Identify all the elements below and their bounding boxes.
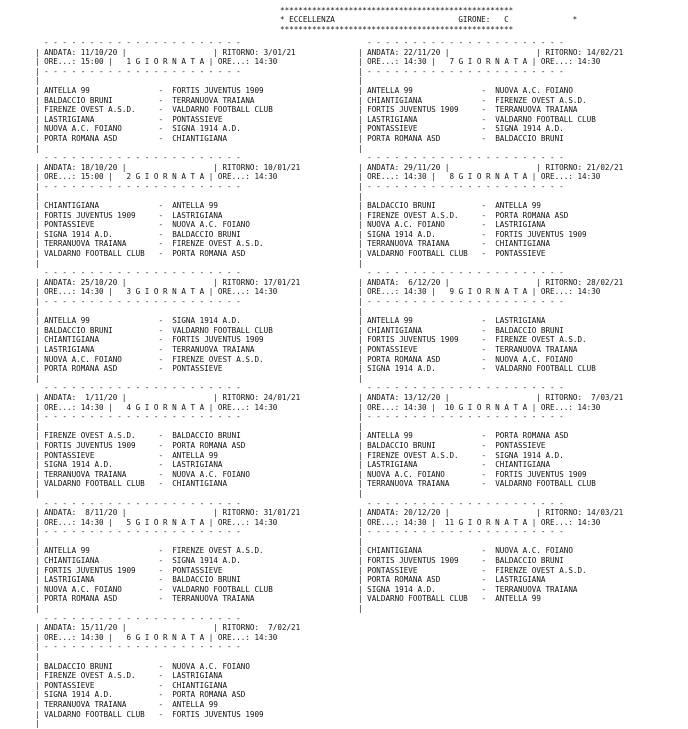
away-team: PORTA ROMANA ASD bbox=[172, 690, 246, 700]
rounds-column-right bbox=[358, 38, 623, 614]
match-row: FIRENZE OVEST A.S.D. - SIGNA 1914 A.D. bbox=[367, 450, 564, 460]
away-team: FORTIS JUVENTUS 1909 bbox=[172, 85, 264, 95]
away-team: PORTA ROMANA ASD bbox=[172, 249, 246, 259]
match-row: NUOVA A.C. FOIANO - VALDARNO FOOTBALL CLUB bbox=[44, 584, 273, 594]
round-2: - - - - - - - - - - - - - - - - - - - - - - | ANDATA: 18/10/20 | | RITORNO: 10/01/21 | ORE...: 15:00 | 2 G I O R N A T A | ORE...: 14:30 | - - - - - - - - - - - - - - - - - - - - - - | | CHIANTIGIANA - ANTELLA 99 | FORTIS JUVENTUS 1909 - LASTRIGIANA | PONTASSIEVE - NUOVA A.C. FOIANO | SIGNA 1914 A.D. - BALDACCIO BRUNI | TERRANUOVA TRAIANA - FIRENZE OVEST A.S.D. | VALDARNO FOOTBALL CLUB - PORTA ROMANA ASD | bbox=[35, 153, 301, 268]
home-team: CHIANTIGIANA bbox=[44, 201, 154, 211]
home-team: PORTA ROMANA ASD bbox=[367, 575, 477, 585]
home-team: VALDARNO FOOTBALL CLUB bbox=[44, 249, 154, 259]
match-row: ANTELLA 99 - LASTRIGIANA bbox=[367, 316, 546, 326]
match-row: NUOVA A.C. FOIANO - LASTRIGIANA bbox=[367, 220, 546, 230]
ritorno-date: RITORNO: 17/01/21 bbox=[222, 277, 301, 287]
away-team: PORTA ROMANA ASD bbox=[495, 210, 569, 220]
andata-date: ANDATA: 29/11/20 bbox=[367, 162, 441, 172]
match-row: VALDARNO FOOTBALL CLUB - FORTIS JUVENTUS 1909 bbox=[44, 709, 264, 719]
away-team: LASTRIGIANA bbox=[495, 575, 546, 585]
home-team: FORTIS JUVENTUS 1909 bbox=[44, 210, 154, 220]
away-team: PONTASSIEVE bbox=[172, 364, 223, 374]
match-row: FORTIS JUVENTUS 1909 - PONTASSIEVE bbox=[44, 565, 223, 575]
ritorno-time: ORE...: 14:30 bbox=[540, 172, 601, 182]
home-team: SIGNA 1914 A.D. bbox=[44, 690, 154, 700]
away-team: FIRENZE OVEST A.S.D. bbox=[172, 546, 264, 556]
away-team: CHIANTIGIANA bbox=[172, 479, 228, 489]
andata-date: ANDATA: 22/11/20 bbox=[367, 47, 441, 57]
andata-time: ORE...: 14:30 bbox=[367, 172, 427, 182]
away-team: NUOVA A.C. FOIANO bbox=[495, 546, 573, 556]
home-team: BALDACCIO BRUNI bbox=[367, 440, 477, 450]
match-row: ANTELLA 99 - FIRENZE OVEST A.S.D. bbox=[44, 546, 264, 556]
away-team: BALDACCIO BRUNI bbox=[172, 229, 241, 239]
away-team: LASTRIGIANA bbox=[495, 316, 546, 326]
giornata-label: G I O R N A T A bbox=[135, 287, 205, 297]
away-team: CHIANTIGIANA bbox=[495, 239, 551, 249]
away-team: FIRENZE OVEST A.S.D. bbox=[172, 354, 264, 364]
andata-date: ANDATA: 20/12/20 bbox=[367, 508, 441, 518]
home-team: SIGNA 1914 A.D. bbox=[44, 460, 154, 470]
giornata-label: G I O R N A T A bbox=[135, 57, 205, 67]
match-row: PORTA ROMANA ASD - CHIANTIGIANA bbox=[44, 133, 228, 143]
home-team: BALDACCIO BRUNI bbox=[44, 325, 154, 335]
away-team: FORTIS JUVENTUS 1909 bbox=[172, 335, 264, 345]
home-team: FIRENZE OVEST A.S.D. bbox=[44, 671, 154, 681]
away-team: SIGNA 1914 A.D. bbox=[495, 450, 564, 460]
home-team: PONTASSIEVE bbox=[44, 450, 154, 460]
home-team: PONTASSIEVE bbox=[367, 345, 477, 354]
ritorno-time: ORE...: 14:30 bbox=[540, 517, 601, 527]
away-team: LASTRIGIANA bbox=[495, 220, 546, 230]
match-row: TERRANUOVA TRAIANA - NUOVA A.C. FOIANO bbox=[44, 469, 250, 479]
away-team: LASTRIGIANA bbox=[172, 210, 223, 220]
andata-date: ANDATA: 1/11/20 bbox=[44, 392, 118, 402]
match-row: SIGNA 1914 A.D. - BALDACCIO BRUNI bbox=[44, 229, 241, 239]
away-team: SIGNA 1914 A.D. bbox=[172, 124, 241, 134]
giornata-label: G I O R N A T A bbox=[458, 57, 528, 67]
andata-date: ANDATA: 15/11/20 bbox=[44, 623, 118, 633]
match-row: SIGNA 1914 A.D. - LASTRIGIANA bbox=[44, 460, 223, 470]
home-team: TERRANUOVA TRAIANA bbox=[44, 469, 154, 479]
championship-header: *************************************************** * ECCELLENZA GIRONE: C * *************************************************** bbox=[280, 6, 578, 34]
match-row: BALDACCIO BRUNI - ANTELLA 99 bbox=[367, 201, 541, 211]
away-team: VALDARNO FOOTBALL CLUB bbox=[495, 114, 596, 124]
away-team: ANTELLA 99 bbox=[172, 699, 218, 709]
match-row: BALDACCIO BRUNI - TERRANUOVA TRAIANA bbox=[44, 95, 255, 105]
match-row: PONTASSIEVE - FIRENZE OVEST A.S.D. bbox=[367, 565, 587, 575]
home-team: SIGNA 1914 A.D. bbox=[367, 229, 477, 239]
andata-time: ORE...: 14:30 bbox=[367, 517, 427, 527]
match-row: SIGNA 1914 A.D. - FORTIS JUVENTUS 1909 bbox=[367, 229, 587, 239]
match-row: CHIANTIGIANA - ANTELLA 99 bbox=[44, 201, 218, 211]
home-team: NUOVA A.C. FOIANO bbox=[44, 584, 154, 594]
home-team: PORTA ROMANA ASD bbox=[44, 133, 154, 143]
ritorno-date: RITORNO: 24/01/21 bbox=[222, 392, 301, 402]
ritorno-date: RITORNO: 10/01/21 bbox=[222, 162, 301, 172]
match-row: BALDACCIO BRUNI - NUOVA A.C. FOIANO bbox=[44, 661, 250, 671]
match-row: LASTRIGIANA - VALDARNO FOOTBALL CLUB bbox=[367, 114, 596, 124]
match-row: ANTELLA 99 - PORTA ROMANA ASD bbox=[367, 431, 569, 441]
away-team: ANTELLA 99 bbox=[495, 594, 541, 604]
girone-label: GIRONE: bbox=[458, 15, 491, 25]
match-row: NUOVA A.C. FOIANO - FIRENZE OVEST A.S.D. bbox=[44, 354, 264, 364]
away-team: BALDACCIO BRUNI bbox=[495, 325, 564, 335]
away-team: TERRANUOVA TRAIANA bbox=[172, 345, 255, 354]
ritorno-date: RITORNO: 3/01/21 bbox=[222, 47, 296, 57]
match-row: PORTA ROMANA ASD - NUOVA A.C. FOIANO bbox=[367, 354, 573, 364]
away-team: BALDACCIO BRUNI bbox=[172, 575, 241, 585]
andata-time: ORE...: 14:30 bbox=[44, 287, 104, 297]
match-row: FIRENZE OVEST A.S.D. - PORTA ROMANA ASD bbox=[367, 210, 569, 220]
match-row: FIRENZE OVEST A.S.D. - BALDACCIO BRUNI bbox=[44, 431, 241, 441]
match-row: PORTA ROMANA ASD - LASTRIGIANA bbox=[367, 575, 546, 585]
away-team: ANTELLA 99 bbox=[172, 450, 218, 460]
match-row: PORTA ROMANA ASD - BALDACCIO BRUNI bbox=[367, 133, 564, 143]
away-team: NUOVA A.C. FOIANO bbox=[172, 469, 250, 479]
home-team: ANTELLA 99 bbox=[44, 316, 154, 326]
match-row: BALDACCIO BRUNI - VALDARNO FOOTBALL CLUB bbox=[44, 325, 273, 335]
round-3: - - - - - - - - - - - - - - - - - - - - - - | ANDATA: 25/10/20 | | RITORNO: 17/01/21 | ORE...: 14:30 | 3 G I O R N A T A | ORE...: 14:30 | - - - - - - - - - - - - - - - - - - - - - - | | ANTELLA 99 - SIGNA 1914 A.D. | BALDACCIO BRUNI - VALDARNO FOOTBALL CLUB | CHIANTIGIANA - FORTIS JUVENTUS 1909 | LASTRIGIANA - TERRANUOVA TRAIANA | NUOVA A.C. FOIANO - FIRENZE OVEST A.S.D. | PORTA ROMANA ASD - PONTASSIEVE | bbox=[35, 268, 301, 383]
match-row: FIRENZE OVEST A.S.D. - VALDARNO FOOTBALL CLUB bbox=[44, 105, 273, 115]
away-team: FIRENZE OVEST A.S.D. bbox=[495, 565, 587, 575]
home-team: BALDACCIO BRUNI bbox=[44, 95, 154, 105]
match-row: VALDARNO FOOTBALL CLUB - PONTASSIEVE bbox=[367, 249, 546, 259]
match-row: LASTRIGIANA - PONTASSIEVE bbox=[44, 114, 223, 124]
away-team: CHIANTIGIANA bbox=[172, 680, 228, 690]
home-team: CHIANTIGIANA bbox=[367, 95, 477, 105]
away-team: NUOVA A.C. FOIANO bbox=[495, 354, 573, 364]
home-team: BALDACCIO BRUNI bbox=[44, 661, 154, 671]
away-team: FORTIS JUVENTUS 1909 bbox=[495, 229, 587, 239]
match-row: BALDACCIO BRUNI - PONTASSIEVE bbox=[367, 440, 546, 450]
away-team: FORTIS JUVENTUS 1909 bbox=[172, 709, 264, 719]
home-team: PORTA ROMANA ASD bbox=[44, 364, 154, 374]
away-team: TERRANUOVA TRAIANA bbox=[495, 105, 578, 115]
away-team: NUOVA A.C. FOIANO bbox=[172, 220, 250, 230]
home-team: SIGNA 1914 A.D. bbox=[44, 229, 154, 239]
home-team: VALDARNO FOOTBALL CLUB bbox=[44, 479, 154, 489]
match-row: TERRANUOVA TRAIANA - CHIANTIGIANA bbox=[367, 239, 551, 249]
round-6: - - - - - - - - - - - - - - - - - - - - - - | ANDATA: 15/11/20 | | RITORNO: 7/02/21 | ORE...: 14:30 | 6 G I O R N A T A | ORE...: 14:30 | - - - - - - - - - - - - - - - - - - - - - - | | BALDACCIO BRUNI - NUOVA A.C. FOIANO | FIRENZE OVEST A.S.D. - LASTRIGIANA | PONTASSIEVE - CHIANTIGIANA | SIGNA 1914 A.D. - PORTA ROMANA ASD | TERRANUOVA TRAIANA - ANTELLA 99 | VALDARNO FOOTBALL CLUB - FORTIS JUVENTUS 1909 | bbox=[35, 613, 301, 729]
away-team: ANTELLA 99 bbox=[172, 201, 218, 211]
home-team: LASTRIGIANA bbox=[44, 345, 154, 354]
match-row: PONTASSIEVE - ANTELLA 99 bbox=[44, 450, 218, 460]
match-row: ANTELLA 99 - FORTIS JUVENTUS 1909 bbox=[44, 85, 264, 95]
andata-date: ANDATA: 18/10/20 bbox=[44, 162, 118, 172]
andata-date: ANDATA: 13/12/20 bbox=[367, 392, 441, 402]
girone-value: C bbox=[504, 15, 509, 25]
andata-time: ORE...: 14:30 bbox=[367, 57, 427, 67]
home-team: TERRANUOVA TRAIANA bbox=[44, 239, 154, 249]
giornata-label: G I O R N A T A bbox=[458, 517, 528, 527]
home-team: FORTIS JUVENTUS 1909 bbox=[44, 440, 154, 450]
ritorno-date: RITORNO: 31/01/21 bbox=[222, 508, 301, 518]
match-row: FORTIS JUVENTUS 1909 - FIRENZE OVEST A.S.D. bbox=[367, 335, 587, 345]
home-team: ANTELLA 99 bbox=[367, 316, 477, 326]
match-row: ANTELLA 99 - NUOVA A.C. FOIANO bbox=[367, 85, 573, 95]
ritorno-date: RITORNO: 21/02/21 bbox=[545, 162, 624, 172]
match-row: CHIANTIGIANA - SIGNA 1914 A.D. bbox=[44, 556, 241, 566]
match-row: PONTASSIEVE - CHIANTIGIANA bbox=[44, 680, 228, 690]
away-team: NUOVA A.C. FOIANO bbox=[495, 85, 573, 95]
ritorno-date: RITORNO: 28/02/21 bbox=[545, 277, 624, 287]
ritorno-time: ORE...: 14:30 bbox=[217, 517, 278, 527]
round-11: - - - - - - - - - - - - - - - - - - - - - - | ANDATA: 20/12/20 | | RITORNO: 14/03/21 | ORE...: 14:30 | 11 G I O R N A T A | ORE...: 14:30 | - - - - - - - - - - - - - - - - - - - - - - | | CHIANTIGIANA - NUOVA A.C. FOIANO | FORTIS JUVENTUS 1909 - BALDACCIO BRUNI | PONTASSIEVE - FIRENZE OVEST A.S.D. | PORTA ROMANA ASD - LASTRIGIANA | SIGNA 1914 A.D. - TERRANUOVA TRAIANA | VALDARNO FOOTBALL CLUB - ANTELLA 99 | bbox=[358, 498, 624, 614]
match-row: CHIANTIGIANA - FORTIS JUVENTUS 1909 bbox=[44, 335, 264, 345]
match-row: PONTASSIEVE - TERRANUOVA TRAIANA bbox=[367, 345, 578, 354]
match-row: PONTASSIEVE - NUOVA A.C. FOIANO bbox=[44, 220, 250, 230]
ritorno-date: RITORNO: 7/03/21 bbox=[545, 392, 624, 402]
round-10: - - - - - - - - - - - - - - - - - - - - - - | ANDATA: 13/12/20 | | RITORNO: 7/03/21 | ORE...: 14:30 | 10 G I O R N A T A | ORE...: 14:30 | - - - - - - - - - - - - - - - - - - - - - - | | ANTELLA 99 - PORTA ROMANA ASD | BALDACCIO BRUNI - PONTASSIEVE | FIRENZE OVEST A.S.D. - SIGNA 1914 A.D. | LASTRIGIANA - CHIANTIGIANA | NUOVA A.C. FOIANO - FORTIS JUVENTUS 1909 | TERRANUOVA TRAIANA - VALDARNO FOOTBALL CLUB | bbox=[358, 383, 624, 498]
match-row: PORTA ROMANA ASD - PONTASSIEVE bbox=[44, 364, 223, 374]
ritorno-time: ORE...: 14:30 bbox=[217, 632, 278, 642]
giornata-label: G I O R N A T A bbox=[135, 402, 205, 412]
match-row: TERRANUOVA TRAIANA - ANTELLA 99 bbox=[44, 699, 218, 709]
andata-date: ANDATA: 6/12/20 bbox=[367, 277, 441, 287]
andata-time: ORE...: 14:30 bbox=[44, 517, 104, 527]
home-team: CHIANTIGIANA bbox=[44, 335, 154, 345]
match-row: VALDARNO FOOTBALL CLUB - PORTA ROMANA ASD bbox=[44, 249, 246, 259]
home-team: LASTRIGIANA bbox=[367, 114, 477, 124]
ritorno-date: RITORNO: 14/02/21 bbox=[545, 47, 624, 57]
away-team: FIRENZE OVEST A.S.D. bbox=[495, 95, 587, 105]
home-team: ANTELLA 99 bbox=[44, 546, 154, 556]
home-team: TERRANUOVA TRAIANA bbox=[367, 239, 477, 249]
home-team: SIGNA 1914 A.D. bbox=[367, 584, 477, 594]
ritorno-time: ORE...: 14:30 bbox=[217, 172, 278, 182]
match-row: PONTASSIEVE - SIGNA 1914 A.D. bbox=[367, 124, 564, 134]
home-team: ANTELLA 99 bbox=[44, 85, 154, 95]
home-team: NUOVA A.C. FOIANO bbox=[44, 124, 154, 134]
ritorno-time: ORE...: 14:30 bbox=[540, 287, 601, 297]
home-team: FIRENZE OVEST A.S.D. bbox=[367, 450, 477, 460]
away-team: TERRANUOVA TRAIANA bbox=[172, 594, 255, 604]
match-row: CHIANTIGIANA - BALDACCIO BRUNI bbox=[367, 325, 564, 335]
away-team: BALDACCIO BRUNI bbox=[495, 133, 564, 143]
match-row: FORTIS JUVENTUS 1909 - LASTRIGIANA bbox=[44, 210, 223, 220]
home-team: FORTIS JUVENTUS 1909 bbox=[367, 556, 477, 566]
match-row: FORTIS JUVENTUS 1909 - BALDACCIO BRUNI bbox=[367, 556, 564, 566]
home-team: SIGNA 1914 A.D. bbox=[367, 364, 477, 374]
home-team: PONTASSIEVE bbox=[367, 124, 477, 134]
match-row: SIGNA 1914 A.D. - TERRANUOVA TRAIANA bbox=[367, 584, 578, 594]
match-row: NUOVA A.C. FOIANO - FORTIS JUVENTUS 1909 bbox=[367, 469, 587, 479]
away-team: PORTA ROMANA ASD bbox=[495, 431, 569, 441]
andata-time: ORE...: 14:30 bbox=[367, 402, 427, 412]
rounds-column-left bbox=[35, 38, 300, 729]
andata-date: ANDATA: 25/10/20 bbox=[44, 277, 118, 287]
away-team: PORTA ROMANA ASD bbox=[172, 440, 246, 450]
home-team: ANTELLA 99 bbox=[367, 85, 477, 95]
andata-time: ORE...: 15:00 bbox=[44, 172, 104, 182]
giornata-label: G I O R N A T A bbox=[135, 517, 205, 527]
home-team: LASTRIGIANA bbox=[44, 575, 154, 585]
round-4: - - - - - - - - - - - - - - - - - - - - - - | ANDATA: 1/11/20 | | RITORNO: 24/01/21 | ORE...: 14:30 | 4 G I O R N A T A | ORE...: 14:30 | - - - - - - - - - - - - - - - - - - - - - - | | FIRENZE OVEST A.S.D. - BALDACCIO BRUNI | FORTIS JUVENTUS 1909 - PORTA ROMANA ASD | PONTASSIEVE - ANTELLA 99 | SIGNA 1914 A.D. - LASTRIGIANA | TERRANUOVA TRAIANA - NUOVA A.C. FOIANO | VALDARNO FOOTBALL CLUB - CHIANTIGIANA | bbox=[35, 383, 301, 498]
home-team: NUOVA A.C. FOIANO bbox=[44, 354, 154, 364]
home-team: LASTRIGIANA bbox=[44, 114, 154, 124]
away-team: VALDARNO FOOTBALL CLUB bbox=[172, 105, 273, 115]
round-1: - - - - - - - - - - - - - - - - - - - - - - | ANDATA: 11/10/20 | | RITORNO: 3/01/21 | ORE...: 15:00 | 1 G I O R N A T A | ORE...: 14:30 | - - - - - - - - - - - - - - - - - - - - - - | | ANTELLA 99 - FORTIS JUVENTUS 1909 | BALDACCIO BRUNI - TERRANUOVA TRAIANA | FIRENZE OVEST A.S.D. - VALDARNO FOOTBALL CLUB | LASTRIGIANA - PONTASSIEVE | NUOVA A.C. FOIANO - SIGNA 1914 A.D. | PORTA ROMANA ASD - CHIANTIGIANA | bbox=[35, 38, 296, 153]
match-row: SIGNA 1914 A.D. - PORTA ROMANA ASD bbox=[44, 690, 246, 700]
match-row: ANTELLA 99 - SIGNA 1914 A.D. bbox=[44, 316, 241, 326]
giornata-label: G I O R N A T A bbox=[458, 402, 528, 412]
home-team: PORTA ROMANA ASD bbox=[367, 133, 477, 143]
away-team: VALDARNO FOOTBALL CLUB bbox=[495, 479, 596, 489]
competition-name: ECCELLENZA bbox=[289, 15, 335, 25]
match-row: LASTRIGIANA - CHIANTIGIANA bbox=[367, 460, 551, 470]
home-team: VALDARNO FOOTBALL CLUB bbox=[367, 594, 477, 604]
ritorno-time: ORE...: 14:30 bbox=[540, 57, 601, 67]
match-row: VALDARNO FOOTBALL CLUB - ANTELLA 99 bbox=[367, 594, 541, 604]
away-team: FORTIS JUVENTUS 1909 bbox=[495, 469, 587, 479]
andata-time: ORE...: 14:30 bbox=[44, 402, 104, 412]
giornata-label: G I O R N A T A bbox=[458, 287, 528, 297]
home-team: FIRENZE OVEST A.S.D. bbox=[367, 210, 477, 220]
home-team: CHIANTIGIANA bbox=[367, 325, 477, 335]
home-team: CHIANTIGIANA bbox=[367, 546, 477, 556]
match-row: FORTIS JUVENTUS 1909 - TERRANUOVA TRAIANA bbox=[367, 105, 578, 115]
away-team: TERRANUOVA TRAIANA bbox=[495, 345, 578, 354]
home-team: FORTIS JUVENTUS 1909 bbox=[44, 565, 154, 575]
round-7: - - - - - - - - - - - - - - - - - - - - - - | ANDATA: 22/11/20 | | RITORNO: 14/02/21 | ORE...: 14:30 | 7 G I O R N A T A | ORE...: 14:30 | - - - - - - - - - - - - - - - - - - - - - - | | ANTELLA 99 - NUOVA A.C. FOIANO | CHIANTIGIANA - FIRENZE OVEST A.S.D. | FORTIS JUVENTUS 1909 - TERRANUOVA TRAIANA | LASTRIGIANA - VALDARNO FOOTBALL CLUB | PONTASSIEVE - SIGNA 1914 A.D. | PORTA ROMANA ASD - BALDACCIO BRUNI | bbox=[358, 38, 624, 153]
away-team: TERRANUOVA TRAIANA bbox=[495, 584, 578, 594]
away-team: PONTASSIEVE bbox=[495, 440, 546, 450]
andata-date: ANDATA: 8/11/20 bbox=[44, 508, 118, 518]
home-team: BALDACCIO BRUNI bbox=[367, 201, 477, 211]
match-row: SIGNA 1914 A.D. - VALDARNO FOOTBALL CLUB bbox=[367, 364, 596, 374]
match-row: CHIANTIGIANA - FIRENZE OVEST A.S.D. bbox=[367, 95, 587, 105]
away-team: BALDACCIO BRUNI bbox=[495, 556, 564, 566]
andata-time: ORE...: 14:30 bbox=[367, 287, 427, 297]
round-8: - - - - - - - - - - - - - - - - - - - - - - | ANDATA: 29/11/20 | | RITORNO: 21/02/21 | ORE...: 14:30 | 8 G I O R N A T A | ORE...: 14:30 | - - - - - - - - - - - - - - - - - - - - - - | | BALDACCIO BRUNI - ANTELLA 99 | FIRENZE OVEST A.S.D. - PORTA ROMANA ASD | NUOVA A.C. FOIANO - LASTRIGIANA | SIGNA 1914 A.D. - FORTIS JUVENTUS 1909 | TERRANUOVA TRAIANA - CHIANTIGIANA | VALDARNO FOOTBALL CLUB - PONTASSIEVE | bbox=[358, 153, 624, 268]
ritorno-time: ORE...: 14:30 bbox=[217, 57, 278, 67]
match-row: FIRENZE OVEST A.S.D. - LASTRIGIANA bbox=[44, 671, 223, 681]
home-team: ANTELLA 99 bbox=[367, 431, 477, 441]
match-row: LASTRIGIANA - TERRANUOVA TRAIANA bbox=[44, 345, 255, 354]
away-team: VALDARNO FOOTBALL CLUB bbox=[172, 325, 273, 335]
away-team: SIGNA 1914 A.D. bbox=[172, 316, 241, 326]
away-team: TERRANUOVA TRAIANA bbox=[172, 95, 255, 105]
away-team: PONTASSIEVE bbox=[495, 249, 546, 259]
home-team: NUOVA A.C. FOIANO bbox=[367, 220, 477, 230]
home-team: VALDARNO FOOTBALL CLUB bbox=[367, 249, 477, 259]
ritorno-time: ORE...: 14:30 bbox=[217, 287, 278, 297]
giornata-label: G I O R N A T A bbox=[135, 632, 205, 642]
away-team: PONTASSIEVE bbox=[172, 114, 223, 124]
home-team: LASTRIGIANA bbox=[367, 460, 477, 470]
home-team: PORTA ROMANA ASD bbox=[44, 594, 154, 604]
andata-date: ANDATA: 11/10/20 bbox=[44, 47, 118, 57]
ritorno-time: ORE...: 14:30 bbox=[217, 402, 278, 412]
away-team: VALDARNO FOOTBALL CLUB bbox=[495, 364, 596, 374]
home-team: FORTIS JUVENTUS 1909 bbox=[367, 105, 477, 115]
home-team: FORTIS JUVENTUS 1909 bbox=[367, 335, 477, 345]
home-team: FIRENZE OVEST A.S.D. bbox=[44, 431, 154, 441]
home-team: TERRANUOVA TRAIANA bbox=[367, 479, 477, 489]
home-team: NUOVA A.C. FOIANO bbox=[367, 469, 477, 479]
home-team: PONTASSIEVE bbox=[44, 680, 154, 690]
round-5: - - - - - - - - - - - - - - - - - - - - - - | ANDATA: 8/11/20 | | RITORNO: 31/01/21 | ORE...: 14:30 | 5 G I O R N A T A | ORE...: 14:30 | - - - - - - - - - - - - - - - - - - - - - - | | ANTELLA 99 - FIRENZE OVEST A.S.D. | CHIANTIGIANA - SIGNA 1914 A.D. | FORTIS JUVENTUS 1909 - PONTASSIEVE | LASTRIGIANA - BALDACCIO BRUNI | NUOVA A.C. FOIANO - VALDARNO FOOTBALL CLUB | PORTA ROMANA ASD - TERRANUOVA TRAIANA | bbox=[35, 498, 301, 614]
giornata-label: G I O R N A T A bbox=[135, 172, 205, 182]
away-team: NUOVA A.C. FOIANO bbox=[172, 661, 250, 671]
round-9: - - - - - - - - - - - - - - - - - - - - - - | ANDATA: 6/12/20 | | RITORNO: 28/02/21 | ORE...: 14:30 | 9 G I O R N A T A | ORE...: 14:30 | - - - - - - - - - - - - - - - - - - - - - - | | ANTELLA 99 - LASTRIGIANA | CHIANTIGIANA - BALDACCIO BRUNI | FORTIS JUVENTUS 1909 - FIRENZE OVEST A.S.D. | PONTASSIEVE - TERRANUOVA TRAIANA | PORTA ROMANA ASD - NUOVA A.C. FOIANO | SIGNA 1914 A.D. - VALDARNO FOOTBALL CLUB | bbox=[358, 268, 624, 383]
match-row: NUOVA A.C. FOIANO - SIGNA 1914 A.D. bbox=[44, 124, 241, 134]
giornata-label: G I O R N A T A bbox=[458, 172, 528, 182]
away-team: CHIANTIGIANA bbox=[172, 133, 228, 143]
home-team: VALDARNO FOOTBALL CLUB bbox=[44, 709, 154, 719]
andata-time: ORE...: 14:30 bbox=[44, 632, 104, 642]
home-team: TERRANUOVA TRAIANA bbox=[44, 699, 154, 709]
home-team: PORTA ROMANA ASD bbox=[367, 354, 477, 364]
match-row: TERRANUOVA TRAIANA - FIRENZE OVEST A.S.D. bbox=[44, 239, 264, 249]
away-team: SIGNA 1914 A.D. bbox=[172, 556, 241, 566]
home-team: CHIANTIGIANA bbox=[44, 556, 154, 566]
home-team: PONTASSIEVE bbox=[44, 220, 154, 230]
home-team: PONTASSIEVE bbox=[367, 565, 477, 575]
home-team: FIRENZE OVEST A.S.D. bbox=[44, 105, 154, 115]
away-team: SIGNA 1914 A.D. bbox=[495, 124, 564, 134]
away-team: PONTASSIEVE bbox=[172, 565, 223, 575]
match-row: FORTIS JUVENTUS 1909 - PORTA ROMANA ASD bbox=[44, 440, 246, 450]
match-row: LASTRIGIANA - BALDACCIO BRUNI bbox=[44, 575, 241, 585]
away-team: ANTELLA 99 bbox=[495, 201, 541, 211]
ritorno-date: RITORNO: 14/03/21 bbox=[545, 508, 624, 518]
andata-time: ORE...: 15:00 bbox=[44, 57, 104, 67]
away-team: VALDARNO FOOTBALL CLUB bbox=[172, 584, 273, 594]
away-team: BALDACCIO BRUNI bbox=[172, 431, 241, 441]
away-team: FIRENZE OVEST A.S.D. bbox=[172, 239, 264, 249]
away-team: FIRENZE OVEST A.S.D. bbox=[495, 335, 587, 345]
ritorno-date: RITORNO: 7/02/21 bbox=[222, 623, 301, 633]
match-row: PORTA ROMANA ASD - TERRANUOVA TRAIANA bbox=[44, 594, 255, 604]
match-row: TERRANUOVA TRAIANA - VALDARNO FOOTBALL CLUB bbox=[367, 479, 596, 489]
away-team: LASTRIGIANA bbox=[172, 460, 223, 470]
away-team: LASTRIGIANA bbox=[172, 671, 223, 681]
match-row: VALDARNO FOOTBALL CLUB - CHIANTIGIANA bbox=[44, 479, 228, 489]
ritorno-time: ORE...: 14:30 bbox=[540, 402, 601, 412]
match-row: CHIANTIGIANA - NUOVA A.C. FOIANO bbox=[367, 546, 573, 556]
away-team: CHIANTIGIANA bbox=[495, 460, 551, 470]
